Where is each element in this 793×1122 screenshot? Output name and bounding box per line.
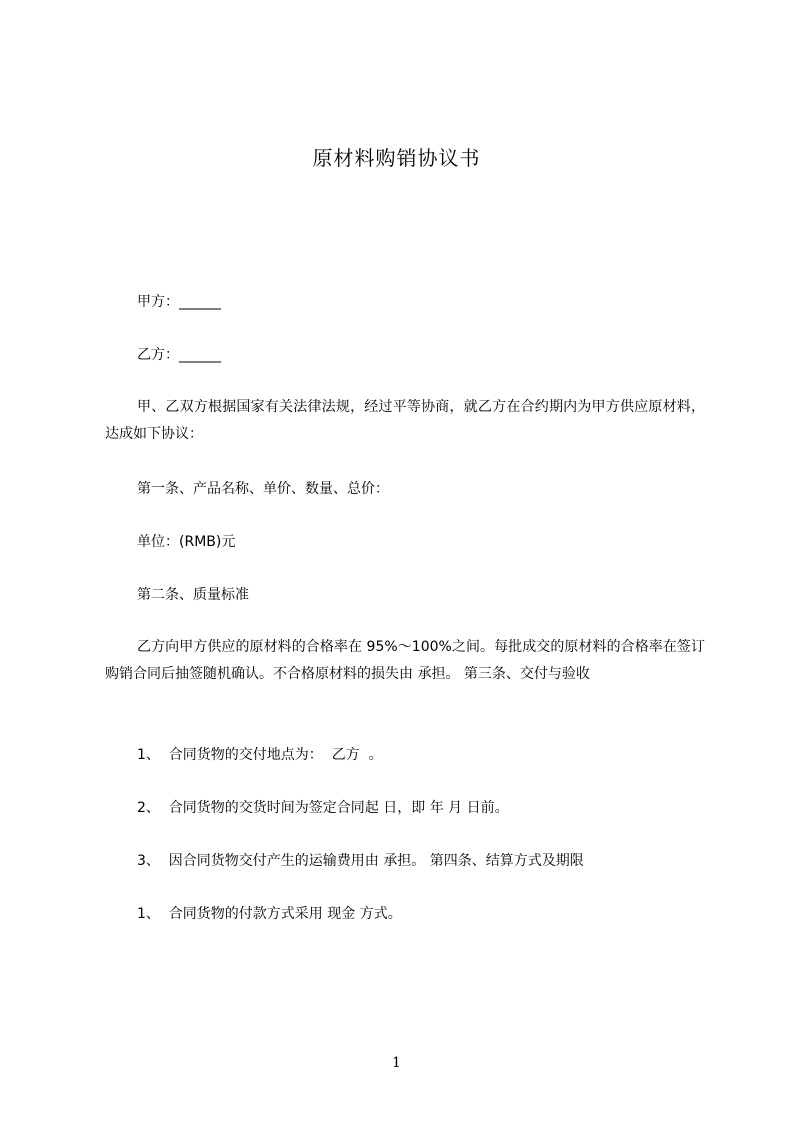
list-item: 1、 合同货物的付款方式采用 现金 方式。 [137, 906, 402, 922]
document-title: 原材料购销协议书 [312, 146, 481, 170]
party-a-line: 甲方：______ [137, 294, 221, 310]
list-item: 3、 因合同货物交付产生的运输费用由 承担。 第四条、结算方式及期限 [137, 853, 584, 869]
article-2-heading: 第二条、质量标准 [137, 587, 249, 603]
list-item: 2、 合同货物的交货时间为签定合同起 日，即 年 月 日前。 [137, 800, 509, 816]
page-number: 1 [392, 1055, 401, 1071]
quality-paragraph: 乙方向甲方供应的原材料的合格率在 95%～100%之间。每批成交的原材料的合格率在签订购销合同后抽签随机确认。不合格原材料的损失由 承担。 第三条、交付与验收 [105, 639, 705, 682]
list-item: 1、 合同货物的交付地点为： 乙方 。 [137, 747, 383, 763]
party-b-line: 乙方：______ [137, 347, 221, 363]
intro-paragraph: 甲、乙双方根据国家有关法律法规，经过平等协商，就乙方在合约期内为甲方供应原材料，达成如下协议： [105, 399, 705, 442]
article-1-heading: 第一条、产品名称、单价、数量、总价： [137, 481, 389, 497]
unit-line: 单位：(RMB)元 [137, 534, 236, 550]
